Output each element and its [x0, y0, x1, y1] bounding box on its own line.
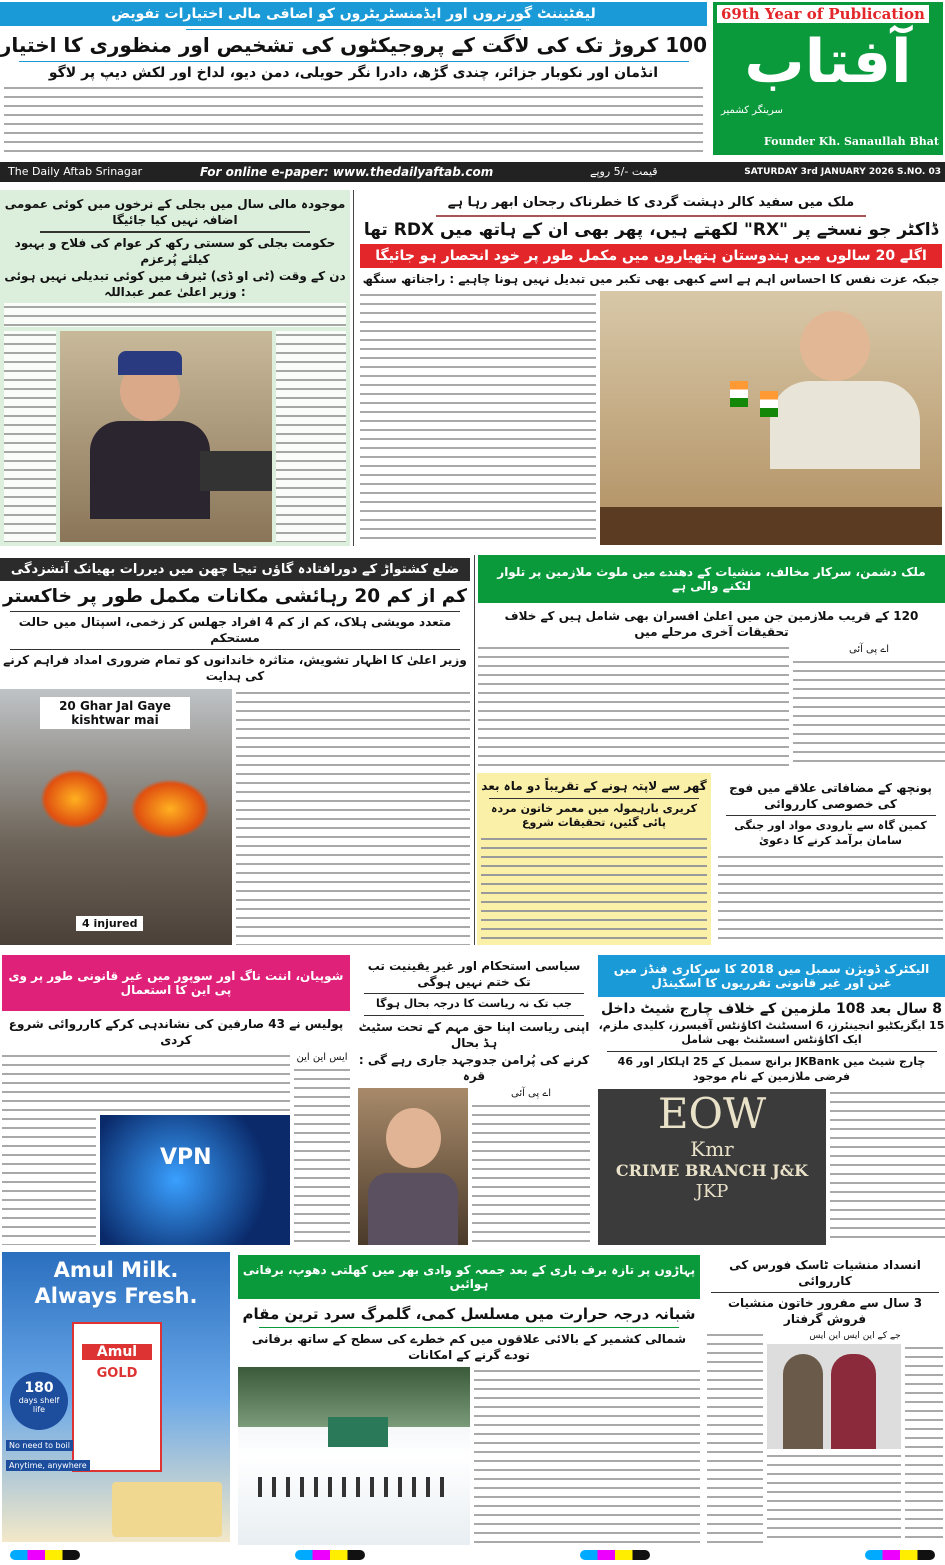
logo: آفتاب — [744, 27, 912, 97]
ad-brand: Amul — [82, 1344, 152, 1360]
ad-product: GOLD — [96, 1366, 138, 1381]
epaper-link[interactable]: For online e-paper: www.thedailyaftab.com — [200, 165, 494, 179]
eow-line: JKP — [695, 1180, 729, 1202]
lead-body — [4, 84, 703, 155]
drugs-headline: 120 کے قریب ملازمین جن میں اعلیٰ افسران بھی شامل ہیں کے خلاف تحقیقات آخری مرحلے میں — [504, 609, 919, 639]
ad-line2: Always Fresh. — [34, 1284, 198, 1308]
antidrug-story — [705, 1258, 945, 1545]
missing-body — [481, 835, 707, 941]
agency-credit: ایس این این — [296, 1052, 348, 1064]
drugs-kicker: ملک دشمن، سرکار مخالف، منشیات کے دھندے میں ملوث ملازمین پر تلوار لٹکنے والی ہے — [478, 555, 945, 603]
power-story — [0, 190, 350, 546]
ad-badge-text: days shelf life — [18, 1396, 60, 1414]
vpn-sub: پولیس نے 43 صارفین کی نشاندہی کرکے کارروائی شروع کردی — [8, 1017, 344, 1047]
rdx-body — [360, 291, 596, 545]
rajnath-photo — [600, 291, 942, 545]
poonch-sub: کمین گاہ سے بارودی مواد اور جنگی سامان برآمد کرنے کا دعویٰ — [734, 819, 927, 848]
divider — [10, 649, 460, 650]
year-of-publication: 69th Year of Publication — [717, 5, 929, 23]
chief-minister-photo — [60, 331, 272, 542]
divider — [10, 611, 460, 612]
lead-headline: 100 کروڑ تک کی لاگت کے پروجیکٹوں کی تشخیص اور منظوری کا اختیار — [0, 33, 707, 57]
fire-story — [0, 558, 470, 945]
amul-ad[interactable] — [2, 1252, 230, 1542]
drugs-body — [793, 658, 945, 768]
price: قیمت -/5 روپے — [590, 165, 658, 178]
divider — [726, 815, 936, 816]
divider — [259, 1327, 679, 1328]
ad-tag: Anytime, anywhere — [6, 1460, 90, 1471]
eow-sub2: چارج شیٹ میں JKBank برانچ سمبل کے 25 اہلکار اور 46 فرضی ملازمین کے نام موجود — [617, 1055, 926, 1084]
power-headline: حکومت بجلی کو سستی رکھ کر عوام کی فلاح و بہبود کیلئے پُرعزم — [14, 236, 336, 266]
registration-marks — [0, 1550, 945, 1562]
power-kicker: موجودہ مالی سال میں بجلی کے نرخوں میں کوئی عمومی اضافہ نہیں کیا جائیگا — [4, 197, 346, 228]
ad-line1: Amul Milk. — [53, 1258, 179, 1282]
drugs-story — [478, 555, 945, 768]
masthead — [713, 2, 943, 155]
tagline: سرینگر کشمیر — [721, 105, 783, 116]
fire-kicker: ضلع کشتواڑ کے دورافتادہ گاؤں تیجا چھن میں دیررات بھیانک آتشزدگی — [0, 558, 470, 581]
divider — [364, 993, 584, 994]
snow-sub: شمالی کشمیر کے بالائی علاقوں میں کم خطرے کی سطح کے ساتھ برفانی تودے گرنے کے امکانات — [251, 1331, 687, 1362]
divider — [19, 61, 689, 62]
rdx-story — [360, 194, 942, 545]
eow-kicker: الیکٹرک ڈویژن سمبل میں 2018 کا سرکاری فنڈز میں غبن اور غیر قانونی تقرریوں کا اسکینڈل — [598, 955, 945, 997]
fire-sub2: وزیر اعلیٰ کا اظہار تشویش، متاثرہ خاندانوں کو تمام ضروری امداد فراہم کرنے کی ہدایت — [3, 653, 467, 683]
missing-headline: گھر سے لاپتہ ہونے کے تقریباً دو ماہ بعد — [481, 779, 707, 793]
snow-kicker: پہاڑوں پر تازہ برف باری کے بعد جمعہ کو وادی بھر میں کھلتی دھوپ، برفانی ہوائیں — [238, 1255, 700, 1299]
karra-story — [358, 958, 590, 1245]
eow-sub1: 15 ایگزیکٹیو انجینئرز، 6 اسسٹنٹ اکاؤنٹس آفیسرز، کلیدی ملزم، ایک اکاؤنٹس اسسٹنٹ بھی شامل — [598, 1018, 945, 1047]
karra-photo — [358, 1088, 468, 1245]
poonch-headline: پونچھ کے مضافاتی علاقے میں فوج کی خصوصی کارروائی — [729, 781, 932, 811]
divider — [353, 190, 354, 546]
fire-headline: کم از کم 20 رہائشی مکانات مکمل طور پر خاکستر — [2, 586, 467, 607]
karra-h4: کرنے کی پُرامن جدوجہد جاری رہے گی : قرہ — [358, 1052, 590, 1083]
karra-h2: جب تک نہ ریاست کا درجہ بحال ہوگا — [376, 997, 572, 1011]
agency-credit: جے کے این ایس این ایس — [809, 1331, 901, 1342]
divider — [186, 29, 521, 30]
drugs-body — [478, 644, 789, 768]
rdx-sub: جبکہ عزت نفس کا احساس اہم ہے اسے کبھی بھی تکبر میں تبدیل نہیں ہونا چاہیے : راجناتھ سنگھ — [362, 271, 940, 286]
lead-sub: انڈمان اور نکوبار جزائر، چندی گڑھ، دادرا نگر حویلی، دمن دیو، لداخ اور لکش دیپ پر لاگو — [48, 65, 659, 81]
rdx-headline: ڈاکٹر جو نسخے پر "RX" لکھتے ہیں، پھر بھی ان کے ہاتھ میں RDX تھا — [363, 219, 939, 240]
paper-name: The Daily Aftab Srinagar — [8, 165, 143, 178]
eow-line: CRIME BRANCH J&K — [615, 1160, 809, 1180]
photo-caption: 4 injured — [76, 916, 143, 931]
snow-story — [238, 1255, 700, 1545]
power-body — [4, 303, 346, 327]
snow-headline: شبانہ درجہ حرارت میں مسلسل کمی، گلمرگ سرد ترین مقام — [242, 1305, 696, 1323]
agency-credit: اے پی آئی — [848, 644, 889, 656]
poonch-body — [718, 853, 943, 945]
vpn-label: VPN — [160, 1145, 212, 1171]
eow-headline: 8 سال بعد 108 ملزمین کے خلاف چارج شیٹ داخل — [600, 1001, 943, 1017]
divider — [436, 215, 866, 217]
vpn-image — [100, 1115, 290, 1245]
divider — [711, 1292, 939, 1293]
info-bar — [0, 162, 945, 182]
gulmarg-photo — [238, 1367, 470, 1545]
date: SATURDAY 3rd JANUARY 2026 S.NO. 03 — [744, 167, 941, 177]
antidrug-h2: 3 سال سے مفرور خاتون منشیات فروش گرفتار — [727, 1296, 923, 1326]
divider — [607, 1051, 937, 1052]
missing-story — [477, 773, 711, 945]
eow-story — [598, 955, 945, 1245]
divider — [364, 1015, 584, 1016]
fire-body — [236, 689, 470, 946]
vpn-headline: شوپیان، اننت ناگ اور سوپور میں غیر قانونی طور پر وی پی این کا استعمال — [2, 955, 350, 1011]
antidrug-h1: انسداد منشیات ٹاسک فورس کی کارروائی — [729, 1258, 921, 1288]
rdx-kicker: ملک میں سفید کالر دہشت گردی کا خطرناک رجحان ابھر رہا ہے — [447, 195, 855, 210]
photo-caption: 20 Ghar Jal Gaye kishtwar mai — [40, 697, 190, 729]
divider — [489, 798, 699, 799]
divider — [40, 231, 310, 233]
fire-sub1: متعدد مویشی ہلاک، کم از کم 4 افراد جھلس کر زخمی، اسپتال میں حالت مستحکم — [18, 615, 452, 645]
founder: Founder Kh. Sanaullah Bhat — [763, 135, 939, 148]
divider — [474, 555, 475, 945]
power-sub: دن کے وقت (ٹی او ڈی) ٹیرف میں کوئی تبدیلی نہیں ہوئی : وزیر اعلیٰ عمر عبداللہ — [4, 268, 346, 299]
eow-title: EOW — [657, 1088, 767, 1138]
karra-h1: سیاسی استحکام اور غیر یقینیت تب تک ختم نہیں ہوگی — [367, 959, 581, 990]
missing-sub: کریری بارہمولہ میں معمر خاتون مردہ پائی گئیں، تحقیقات شروع — [491, 801, 697, 830]
ad-tag: No need to boil — [6, 1440, 73, 1451]
eow-image — [598, 1089, 826, 1245]
eow-line: Kmr — [690, 1136, 734, 1161]
lead-story — [0, 2, 707, 155]
fire-photo — [0, 689, 232, 946]
karra-h3: اپنی ریاست اپنا حق مہم کے تحت سٹیٹ ہڈ بحال — [358, 1020, 590, 1051]
agency-credit: اے پی آئی — [510, 1087, 551, 1099]
power-body-right — [4, 331, 56, 542]
vpn-story — [2, 955, 350, 1245]
rdx-band: اگلے 20 سالوں میں ہندوستان ہتھیاروں میں مکمل طور پر خود انحصار ہو جائیگا — [360, 244, 942, 268]
lead-kicker-band: لیفٹیننٹ گورنروں اور ایڈمنسٹریٹروں کو اضافی مالی اختیارات تفویض — [0, 2, 707, 26]
power-body-left — [276, 331, 346, 542]
arrest-photo — [767, 1344, 901, 1449]
ad-badge: 180 — [24, 1380, 54, 1396]
poonch-story — [716, 775, 945, 945]
